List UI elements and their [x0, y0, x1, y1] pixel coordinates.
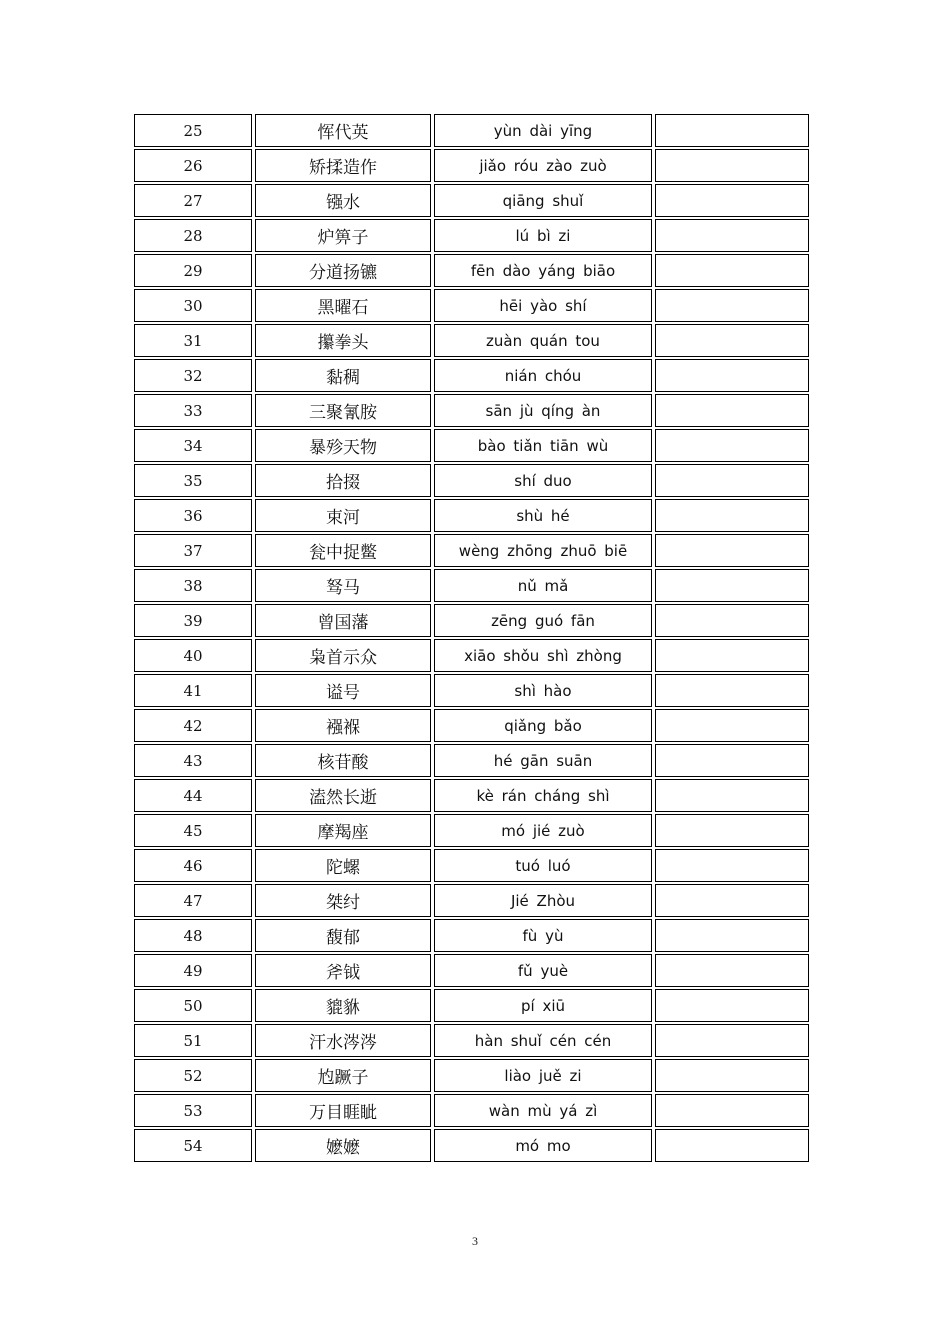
row-number-cell: 29	[134, 254, 252, 287]
pinyin-cell: fù yù	[434, 919, 652, 952]
row-number-cell: 42	[134, 709, 252, 742]
row-number-cell: 49	[134, 954, 252, 987]
row-number-cell: 50	[134, 989, 252, 1022]
blank-cell	[655, 884, 809, 917]
table-row	[134, 324, 809, 357]
row-number-cell: 37	[134, 534, 252, 567]
blank-cell	[655, 464, 809, 497]
blank-cell	[655, 324, 809, 357]
blank-cell	[655, 709, 809, 742]
pinyin-cell: fǔ yuè	[434, 954, 652, 987]
row-number-cell: 35	[134, 464, 252, 497]
row-number-cell: 43	[134, 744, 252, 777]
word-cell: 溘然长逝	[255, 779, 431, 812]
row-number-cell: 27	[134, 184, 252, 217]
pinyin-cell: hé gān suān	[434, 744, 652, 777]
row-number-cell: 54	[134, 1129, 252, 1162]
row-number-cell: 38	[134, 569, 252, 602]
blank-cell	[655, 254, 809, 287]
pinyin-cell: sān jù qíng àn	[434, 394, 652, 427]
table-body	[134, 114, 809, 1162]
pinyin-cell: jiǎo róu zào zuò	[434, 149, 652, 182]
table-row	[134, 919, 809, 952]
word-cell: 恽代英	[255, 114, 431, 147]
blank-cell	[655, 569, 809, 602]
table-row	[134, 884, 809, 917]
pinyin-cell: wèng zhōng zhuō biē	[434, 534, 652, 567]
word-cell: 镪水	[255, 184, 431, 217]
word-cell: 谥号	[255, 674, 431, 707]
row-number-cell: 51	[134, 1024, 252, 1057]
table-row	[134, 709, 809, 742]
row-number-cell: 25	[134, 114, 252, 147]
word-cell: 矫揉造作	[255, 149, 431, 182]
table-row	[134, 604, 809, 637]
table-row	[134, 464, 809, 497]
table-row	[134, 359, 809, 392]
word-cell: 炉箅子	[255, 219, 431, 252]
blank-cell	[655, 359, 809, 392]
word-cell: 桀纣	[255, 884, 431, 917]
blank-cell	[655, 184, 809, 217]
word-cell: 貔貅	[255, 989, 431, 1022]
table-row	[134, 429, 809, 462]
table-row	[134, 989, 809, 1022]
row-number-cell: 46	[134, 849, 252, 882]
word-cell: 分道扬镳	[255, 254, 431, 287]
row-number-cell: 34	[134, 429, 252, 462]
pinyin-cell: nián chóu	[434, 359, 652, 392]
pinyin-cell: zuàn quán tou	[434, 324, 652, 357]
pinyin-cell: tuó luó	[434, 849, 652, 882]
word-cell: 枭首示众	[255, 639, 431, 672]
word-cell: 束河	[255, 499, 431, 532]
pinyin-cell: qiāng shuǐ	[434, 184, 652, 217]
pinyin-cell: hēi yào shí	[434, 289, 652, 322]
row-number-cell: 39	[134, 604, 252, 637]
table-row	[134, 779, 809, 812]
table-row	[134, 849, 809, 882]
word-cell: 汗水涔涔	[255, 1024, 431, 1057]
word-cell: 核苷酸	[255, 744, 431, 777]
table-row	[134, 814, 809, 847]
blank-cell	[655, 849, 809, 882]
pinyin-cell: mó jié zuò	[434, 814, 652, 847]
word-cell: 瓮中捉鳖	[255, 534, 431, 567]
table-row	[134, 534, 809, 567]
row-number-cell: 45	[134, 814, 252, 847]
word-cell: 攥拳头	[255, 324, 431, 357]
pinyin-cell: Jié Zhòu	[434, 884, 652, 917]
table-row	[134, 744, 809, 777]
pinyin-cell: zēng guó fān	[434, 604, 652, 637]
page-number: 3	[472, 1234, 478, 1248]
word-cell: 驽马	[255, 569, 431, 602]
blank-cell	[655, 814, 809, 847]
word-cell: 万目睚眦	[255, 1094, 431, 1127]
pinyin-cell: nǔ mǎ	[434, 569, 652, 602]
pinyin-cell: mó mo	[434, 1129, 652, 1162]
table-row	[134, 954, 809, 987]
word-cell: 暴殄天物	[255, 429, 431, 462]
word-cell: 三聚氰胺	[255, 394, 431, 427]
table-row	[134, 184, 809, 217]
word-cell: 拾掇	[255, 464, 431, 497]
pinyin-cell: lú bì zi	[434, 219, 652, 252]
row-number-cell: 44	[134, 779, 252, 812]
row-number-cell: 36	[134, 499, 252, 532]
blank-cell	[655, 534, 809, 567]
blank-cell	[655, 954, 809, 987]
table-row	[134, 1059, 809, 1092]
word-cell: 斧钺	[255, 954, 431, 987]
table-row	[134, 1129, 809, 1162]
word-cell: 陀螺	[255, 849, 431, 882]
word-cell: 嬷嬷	[255, 1129, 431, 1162]
row-number-cell: 32	[134, 359, 252, 392]
row-number-cell: 33	[134, 394, 252, 427]
blank-cell	[655, 1094, 809, 1127]
blank-cell	[655, 744, 809, 777]
word-cell: 尥蹶子	[255, 1059, 431, 1092]
table-row	[134, 254, 809, 287]
row-number-cell: 52	[134, 1059, 252, 1092]
table-row	[134, 114, 809, 147]
blank-cell	[655, 499, 809, 532]
pinyin-cell: liào juě zi	[434, 1059, 652, 1092]
pinyin-cell: bào tiǎn tiān wù	[434, 429, 652, 462]
table-row	[134, 499, 809, 532]
row-number-cell: 47	[134, 884, 252, 917]
table-row	[134, 149, 809, 182]
word-cell: 黏稠	[255, 359, 431, 392]
table-row	[134, 639, 809, 672]
table-row	[134, 1094, 809, 1127]
pinyin-cell: yùn dài yīng	[434, 114, 652, 147]
table-row	[134, 394, 809, 427]
blank-cell	[655, 919, 809, 952]
row-number-cell: 48	[134, 919, 252, 952]
row-number-cell: 53	[134, 1094, 252, 1127]
word-cell: 黑曜石	[255, 289, 431, 322]
pinyin-cell: pí xiū	[434, 989, 652, 1022]
blank-cell	[655, 779, 809, 812]
blank-cell	[655, 639, 809, 672]
pinyin-cell: qiǎng bǎo	[434, 709, 652, 742]
row-number-cell: 40	[134, 639, 252, 672]
table-row	[134, 1024, 809, 1057]
row-number-cell: 41	[134, 674, 252, 707]
word-cell: 曾国藩	[255, 604, 431, 637]
pinyin-cell: wàn mù yá zì	[434, 1094, 652, 1127]
blank-cell	[655, 429, 809, 462]
row-number-cell: 31	[134, 324, 252, 357]
pinyin-cell: shù hé	[434, 499, 652, 532]
blank-cell	[655, 149, 809, 182]
blank-cell	[655, 604, 809, 637]
blank-cell	[655, 674, 809, 707]
pinyin-cell: fēn dào yáng biāo	[434, 254, 652, 287]
pinyin-cell: hàn shuǐ cén cén	[434, 1024, 652, 1057]
blank-cell	[655, 1129, 809, 1162]
blank-cell	[655, 989, 809, 1022]
table-row	[134, 569, 809, 602]
table-row	[134, 219, 809, 252]
blank-cell	[655, 289, 809, 322]
table-row	[134, 289, 809, 322]
pinyin-cell: shí duo	[434, 464, 652, 497]
blank-cell	[655, 1059, 809, 1092]
blank-cell	[655, 1024, 809, 1057]
word-cell: 襁褓	[255, 709, 431, 742]
row-number-cell: 30	[134, 289, 252, 322]
pinyin-table	[131, 112, 812, 1164]
row-number-cell: 26	[134, 149, 252, 182]
pinyin-cell: kè rán cháng shì	[434, 779, 652, 812]
pinyin-cell: xiāo shǒu shì zhòng	[434, 639, 652, 672]
word-cell: 馥郁	[255, 919, 431, 952]
blank-cell	[655, 114, 809, 147]
blank-cell	[655, 394, 809, 427]
table-row	[134, 674, 809, 707]
pinyin-cell: shì hào	[434, 674, 652, 707]
word-cell: 摩羯座	[255, 814, 431, 847]
row-number-cell: 28	[134, 219, 252, 252]
blank-cell	[655, 219, 809, 252]
